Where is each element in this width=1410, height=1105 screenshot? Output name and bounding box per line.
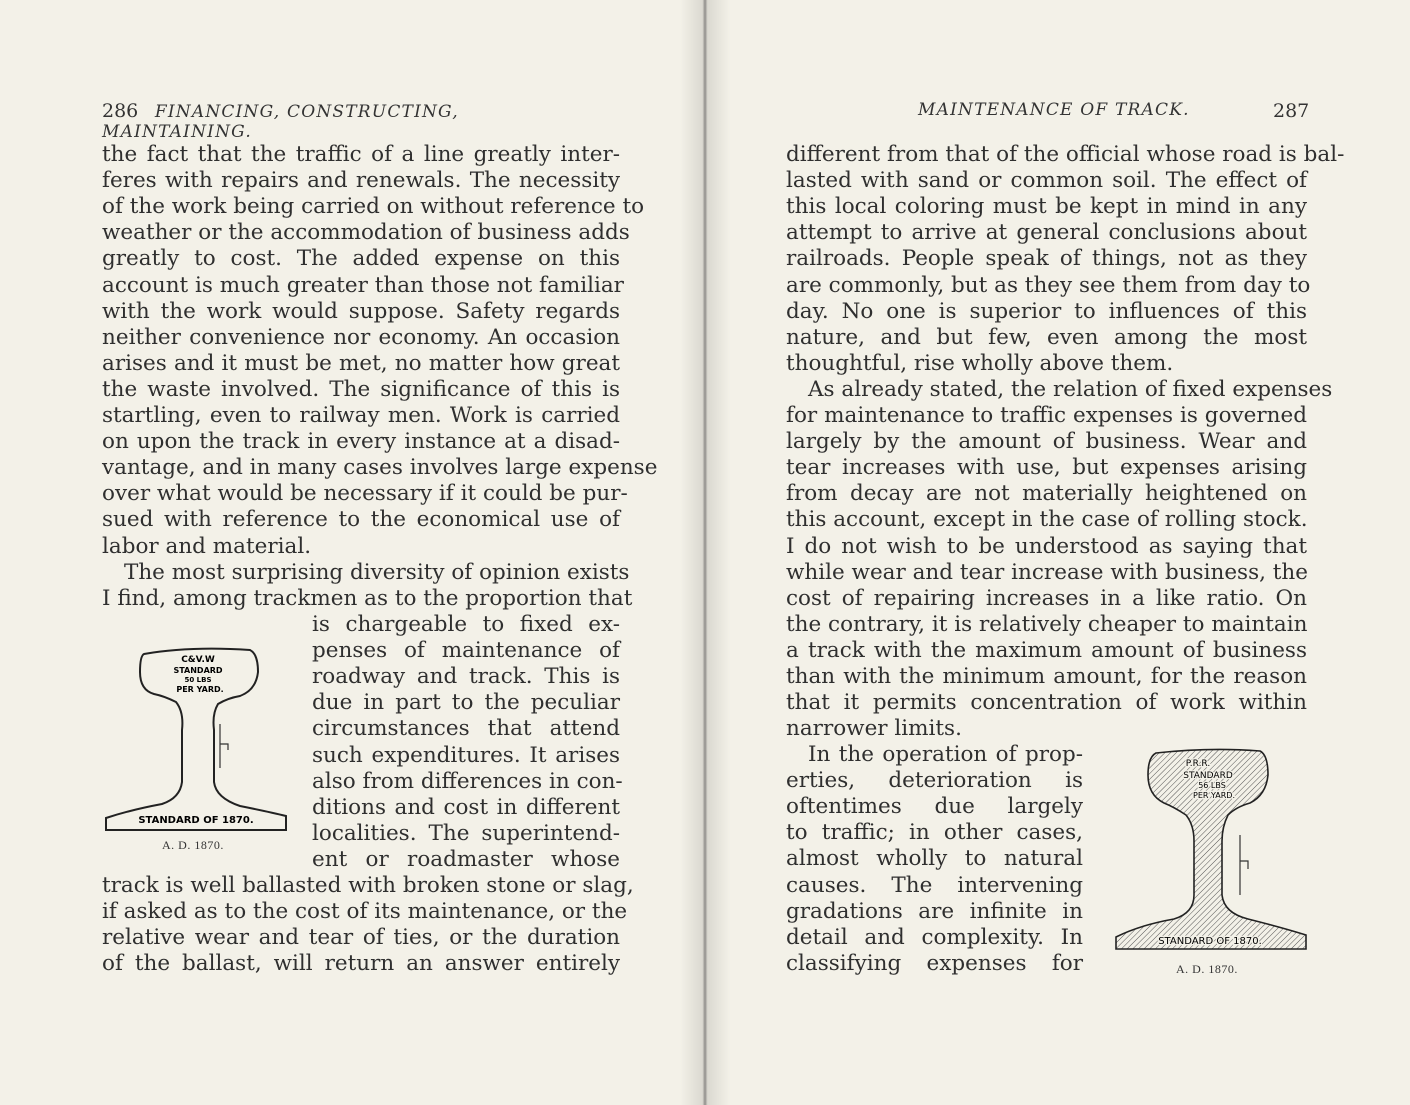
text-line: account is much greater than those not familiar bbox=[102, 272, 624, 298]
right-running-head bbox=[918, 100, 1318, 120]
text-line: that it permits concentration of work within bbox=[786, 690, 1307, 716]
text-line: ent or roadmaster whose bbox=[312, 846, 620, 872]
text-line: feres with repairs and renewals. The necessity bbox=[102, 168, 620, 194]
left-fig-label-4: PER YARD. bbox=[176, 685, 224, 694]
text-line: weather or the accommodation of business adds bbox=[102, 220, 630, 246]
text-line: ditions and cost in different bbox=[312, 794, 620, 820]
text-line: tear increases with use, but expenses arising bbox=[786, 455, 1307, 481]
left-head-title: FINANCING, CONSTRUCTING, MAINTAINING. bbox=[102, 102, 459, 142]
text-line: a track with the maximum amount of business bbox=[786, 637, 1307, 663]
right-fig-label-2: STANDARD bbox=[1183, 771, 1233, 781]
text-line: arises and it must be met, no matter how great bbox=[102, 350, 620, 376]
text-line: this account, except in the case of rolling stock. bbox=[786, 507, 1308, 533]
text-line: cost of repairing increases in a like ratio. On bbox=[786, 585, 1307, 611]
text-line: to traffic; in other cases, bbox=[786, 820, 1083, 846]
left-running-head bbox=[102, 100, 602, 142]
text-line: this local coloring must be kept in mind in any bbox=[786, 194, 1307, 220]
text-line: also from differences in con- bbox=[312, 768, 623, 794]
text-line: causes. The intervening bbox=[786, 872, 1083, 898]
left-fig-caption: A. D. 1870. bbox=[162, 838, 224, 852]
text-line: circumstances that attend bbox=[312, 716, 620, 742]
text-line: on upon the track in every instance at a disad- bbox=[102, 429, 620, 455]
left-fig-base-label: STANDARD OF 1870. bbox=[138, 815, 254, 826]
text-line: nature, and but few, even among the most bbox=[786, 324, 1307, 350]
text-line: roadway and track. This is bbox=[312, 664, 620, 690]
text-line: gradations are infinite in bbox=[786, 898, 1083, 924]
text-line: than with the minimum amount, for the reason bbox=[786, 664, 1307, 689]
text-line: greatly to cost. The added expense on this bbox=[102, 246, 620, 272]
text-line: penses of maintenance of bbox=[312, 638, 620, 664]
text-line: As already stated, the relation of fixed expenses bbox=[808, 376, 1333, 402]
text-line: vantage, and in many cases involves large expense bbox=[102, 455, 658, 481]
right-rail-marker bbox=[1240, 835, 1248, 895]
text-line: the contrary, it is relatively cheaper to maintain bbox=[786, 611, 1308, 637]
text-line: sued with reference to the economical use of bbox=[102, 507, 620, 533]
text-line: erties, deterioration is bbox=[786, 768, 1083, 794]
left-page-number: 286 bbox=[102, 100, 139, 122]
left-rail-marker bbox=[220, 724, 228, 768]
text-line: for maintenance to traffic expenses is governed bbox=[786, 403, 1307, 428]
text-line: if asked as to the cost of its maintenance, or the bbox=[102, 899, 628, 925]
right-rail-figure bbox=[1110, 745, 1310, 955]
text-line: The most surprising diversity of opinion exists bbox=[124, 559, 630, 585]
text-line: is chargeable to fixed ex- bbox=[312, 612, 620, 637]
text-line: from decay are not materially heightened on bbox=[786, 481, 1307, 507]
text-line: track is well ballasted with broken stone or slag, bbox=[102, 873, 634, 898]
left-fig-label-3: 50 LBS bbox=[184, 676, 212, 684]
right-page-number: 287 bbox=[1273, 100, 1310, 122]
left-fig-label-1: C&V.W bbox=[181, 655, 215, 665]
text-line: the waste involved. The significance of this is bbox=[102, 376, 620, 402]
text-line: classifying expenses for bbox=[786, 950, 1083, 976]
text-line: I find, among trackmen as to the proportion that bbox=[102, 585, 633, 611]
text-line: narrower limits. bbox=[786, 716, 962, 742]
text-line: such expenditures. It arises bbox=[312, 742, 620, 768]
text-line: due in part to the peculiar bbox=[312, 690, 620, 716]
text-line: labor and material. bbox=[102, 533, 312, 559]
text-line: oftentimes due largely bbox=[786, 794, 1083, 820]
text-line: relative wear and tear of ties, or the duration bbox=[102, 925, 620, 951]
text-line: over what would be necessary if it could be pur- bbox=[102, 481, 628, 507]
text-line: different from that of the official whose road is bal- bbox=[786, 142, 1345, 167]
text-line: of the ballast, will return an answer entirely bbox=[102, 951, 620, 977]
text-line: In the operation of prop- bbox=[808, 742, 1083, 767]
right-fig-label-3: 56 LBS bbox=[1198, 781, 1226, 790]
text-line: thoughtful, rise wholly above them. bbox=[786, 350, 1174, 376]
right-page bbox=[705, 0, 1410, 1105]
right-fig-label-1: P.R.R. bbox=[1185, 759, 1211, 769]
text-line: startling, even to railway men. Work is carried bbox=[102, 403, 620, 428]
text-line: the fact that the traffic of a line greatly inter- bbox=[102, 142, 620, 167]
right-fig-caption: A. D. 1870. bbox=[1176, 962, 1238, 976]
text-line: largely by the amount of business. Wear and bbox=[786, 429, 1307, 455]
text-line: I do not wish to be understood as saying that bbox=[786, 533, 1307, 559]
left-rail-figure bbox=[100, 640, 300, 840]
text-line: neither convenience nor economy. An occasion bbox=[102, 324, 620, 350]
text-line: with the work would suppose. Safety regards bbox=[102, 298, 620, 324]
text-line: detail and complexity. In bbox=[786, 924, 1083, 950]
text-line: are commonly, but as they see them from day to bbox=[786, 272, 1311, 298]
text-line: of the work being carried on without reference to bbox=[102, 194, 645, 220]
text-line: localities. The superintend- bbox=[312, 820, 620, 846]
left-fig-label-2: STANDARD bbox=[173, 666, 223, 675]
book-gutter bbox=[680, 0, 730, 1105]
text-line: while wear and tear increase with business, the bbox=[786, 559, 1308, 585]
right-fig-label-4: PER YARD. bbox=[1193, 791, 1235, 800]
right-fig-base-label: STANDARD OF 1870. bbox=[1158, 936, 1262, 947]
right-head-title: MAINTENANCE OF TRACK. bbox=[918, 100, 1190, 120]
text-line: railroads. People speak of things, not as they bbox=[786, 246, 1307, 272]
text-line: lasted with sand or common soil. The effect of bbox=[786, 168, 1307, 194]
text-line: attempt to arrive at general conclusions about bbox=[786, 220, 1307, 246]
text-line: day. No one is superior to influences of this bbox=[786, 298, 1307, 324]
text-line: almost wholly to natural bbox=[786, 846, 1083, 872]
